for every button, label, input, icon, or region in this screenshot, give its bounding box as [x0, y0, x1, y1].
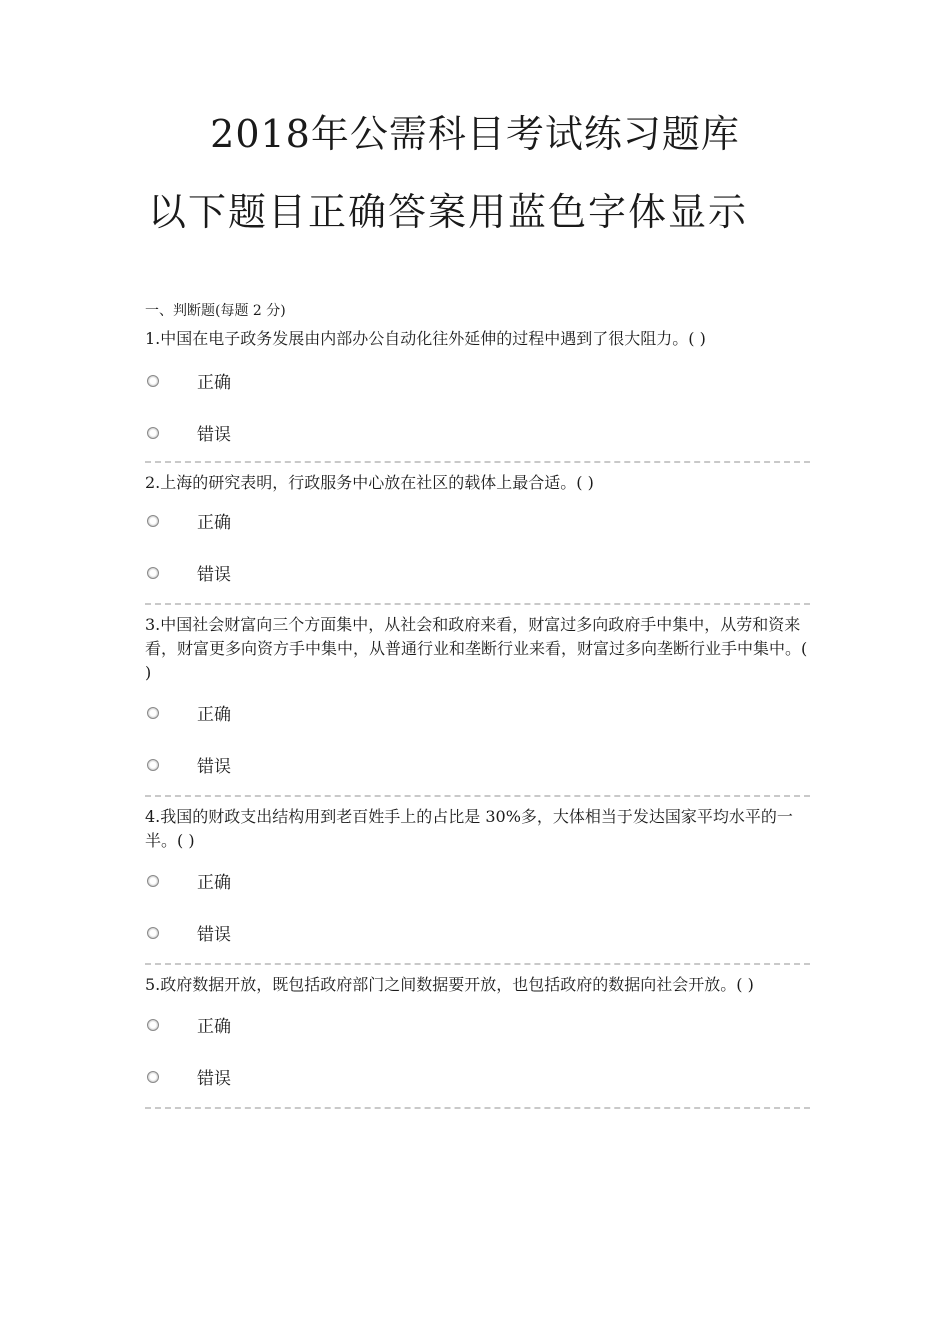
option-true[interactable]: [145, 511, 810, 563]
question-1: [145, 325, 810, 463]
question-text: 2.上海的研究表明，行政服务中心放在社区的载体上最合适。( ): [145, 473, 594, 492]
radio-button-icon[interactable]: [147, 1071, 159, 1083]
question-text: 3.中国社会财富向三个方面集中，从社会和政府来看，财富过多向政府手中集中，从劳和资来看，财富更多向资方手中集中，从普通行业和垄断行业来看，财富过多向垄断行业手中集中。( ): [145, 615, 808, 682]
question-text: 1.中国在电子政务发展由内部办公自动化往外延伸的过程中遇到了很大阻力。( ): [145, 329, 706, 348]
divider: [145, 1107, 810, 1109]
radio-button-icon[interactable]: [147, 427, 159, 439]
radio-button-icon[interactable]: [147, 707, 159, 719]
radio-button-icon[interactable]: [147, 375, 159, 387]
option-true[interactable]: [145, 371, 810, 423]
question-5: [145, 971, 810, 1109]
option-label: 错误: [197, 425, 231, 445]
option-label: 正确: [197, 513, 231, 533]
option-label: 错误: [197, 565, 231, 585]
question-list: [145, 325, 810, 1115]
option-false[interactable]: [145, 423, 810, 461]
option-false[interactable]: [145, 923, 810, 963]
option-label: 错误: [197, 925, 231, 945]
option-label: 正确: [197, 873, 231, 893]
option-true[interactable]: [145, 703, 810, 755]
document-title: 2018年公需科目考试练习题库: [210, 112, 740, 156]
divider: [145, 461, 810, 463]
option-label: 错误: [197, 1069, 231, 1089]
option-false[interactable]: [145, 1067, 810, 1107]
option-false[interactable]: [145, 755, 810, 795]
radio-button-icon[interactable]: [147, 567, 159, 579]
option-true[interactable]: [145, 1015, 810, 1067]
divider: [145, 603, 810, 605]
divider: [145, 963, 810, 965]
radio-button-icon[interactable]: [147, 875, 159, 887]
section-heading: 一、判断题(每题 2 分): [145, 303, 286, 319]
divider: [145, 795, 810, 797]
question-3: [145, 611, 810, 797]
question-2: [145, 469, 810, 605]
option-label: 正确: [197, 1017, 231, 1037]
radio-button-icon[interactable]: [147, 759, 159, 771]
option-false[interactable]: [145, 563, 810, 603]
option-label: 正确: [197, 705, 231, 725]
radio-button-icon[interactable]: [147, 515, 159, 527]
option-label: 正确: [197, 373, 231, 393]
question-4: [145, 803, 810, 965]
question-text: 5.政府数据开放，既包括政府部门之间数据要开放，也包括政府的数据向社会开放。( ): [145, 975, 754, 994]
radio-button-icon[interactable]: [147, 1019, 159, 1031]
option-label: 错误: [197, 757, 231, 777]
radio-button-icon[interactable]: [147, 927, 159, 939]
document-subtitle: 以下题目正确答案用蓝色字体显示: [148, 190, 749, 234]
option-true[interactable]: [145, 871, 810, 923]
question-text: 4.我国的财政支出结构用到老百姓手上的占比是 30%多，大体相当于发达国家平均水平的一半。( ): [145, 807, 793, 850]
